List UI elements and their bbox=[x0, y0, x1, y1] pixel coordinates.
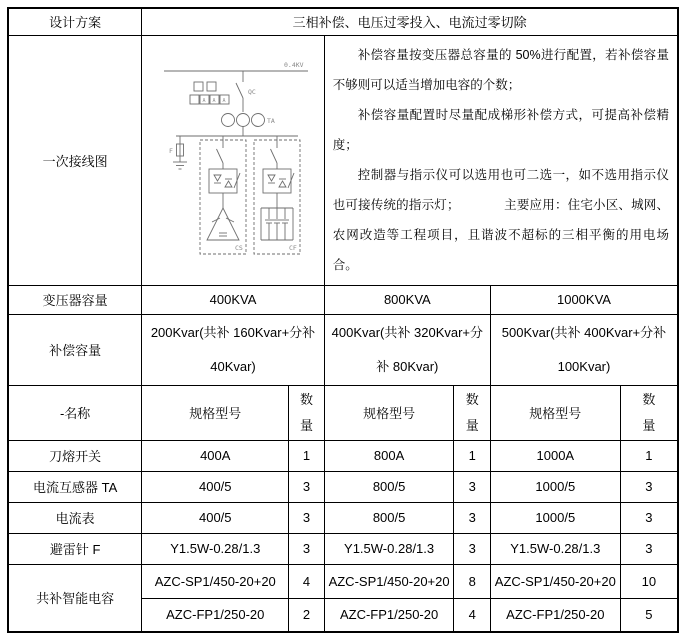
note-paragraph-1: 补偿容量按变压器总容量的 50%进行配置，若补偿容量不够则可以适当增加电容的个数； bbox=[332, 47, 669, 92]
cf-branch-switch-icon bbox=[271, 136, 278, 169]
capacitor-qty: 8 bbox=[454, 564, 490, 598]
equipment-qty: 3 bbox=[289, 471, 324, 502]
compensation-capacity-1: 200Kvar(共补 160Kvar+分补 40Kvar) bbox=[142, 314, 324, 385]
capacitor-spec: AZC-FP1/250-20 bbox=[142, 598, 289, 632]
one-line-diagram-cell bbox=[142, 35, 324, 285]
equipment-qty: 3 bbox=[289, 502, 324, 533]
equipment-name: 电流表 bbox=[8, 502, 142, 533]
equipment-qty: 1 bbox=[620, 440, 678, 471]
compensation-capacity-label: 补偿容量 bbox=[8, 314, 142, 385]
equipment-qty: 3 bbox=[620, 471, 678, 502]
equipment-name: 刀熔开关 bbox=[8, 440, 142, 471]
equipment-qty: 3 bbox=[454, 502, 490, 533]
table-row-knife-fuse-switch bbox=[8, 440, 678, 471]
compensation-capacity-row bbox=[8, 314, 678, 385]
capacitor-spec: AZC-SP1/450-20+20 bbox=[142, 564, 289, 598]
cs-branch-switch-icon bbox=[217, 136, 224, 169]
fuse-label: F bbox=[169, 146, 173, 155]
table-row-smart-capacitor-sp1 bbox=[8, 564, 678, 598]
capacitor-spec: AZC-FP1/250-20 bbox=[324, 598, 454, 632]
table-row-lightning-arrester bbox=[8, 533, 678, 564]
spec-header-row bbox=[8, 385, 678, 440]
design-scheme-label: 设计方案 bbox=[8, 8, 142, 35]
equipment-qty: 3 bbox=[454, 533, 490, 564]
spec-table bbox=[7, 7, 679, 633]
cf-capacitor-bank-icon bbox=[261, 208, 293, 240]
equipment-qty: 3 bbox=[620, 533, 678, 564]
equipment-spec: Y1.5W-0.28/1.3 bbox=[142, 533, 289, 564]
equipment-spec: 1000A bbox=[490, 440, 620, 471]
qc-switch-icon bbox=[236, 71, 243, 112]
equipment-spec: 400/5 bbox=[142, 502, 289, 533]
note-paragraph-2: 补偿容量配置时尽量配成梯形补偿方式，可提高补偿精度； bbox=[332, 107, 669, 152]
ground-icon bbox=[173, 162, 187, 169]
cs-label: CS bbox=[235, 243, 243, 252]
equipment-spec: Y1.5W-0.28/1.3 bbox=[324, 533, 454, 564]
equipment-spec: 400/5 bbox=[142, 471, 289, 502]
equipment-qty: 3 bbox=[289, 533, 324, 564]
cf-label: CF bbox=[289, 243, 297, 252]
header-spec-3: 规格型号 bbox=[490, 385, 620, 440]
equipment-spec: 400A bbox=[142, 440, 289, 471]
capacitor-qty: 4 bbox=[289, 564, 324, 598]
equipment-qty: 1 bbox=[454, 440, 490, 471]
bus-voltage-label: 0.4KV bbox=[284, 60, 304, 69]
header-spec-2: 规格型号 bbox=[324, 385, 454, 440]
design-scheme-value: 三相补偿、电压过零投入、电流过零切除 bbox=[142, 8, 678, 35]
header-qty-2: 数量 bbox=[454, 385, 490, 440]
equipment-spec: 1000/5 bbox=[490, 502, 620, 533]
ammeter-label-1: A bbox=[202, 97, 206, 104]
capacitor-qty: 4 bbox=[454, 598, 490, 632]
ammeter-label-2: A bbox=[212, 97, 216, 104]
transformer-capacity-label: 变压器容量 bbox=[8, 285, 142, 314]
capacitor-name: 共补智能电容 bbox=[8, 564, 142, 632]
table-row-current-transformer bbox=[8, 471, 678, 502]
notes-cell bbox=[324, 35, 678, 285]
capacitor-spec: AZC-FP1/250-20 bbox=[490, 598, 620, 632]
table-row-ammeter bbox=[8, 502, 678, 533]
capacitor-qty: 2 bbox=[289, 598, 324, 632]
capacitor-qty: 5 bbox=[620, 598, 678, 632]
note-paragraph-3: 控制器与指示仪可以选用也可二选一，如不选用指示仪也可接传统的指示灯； 主要应用：住宅小区、城网、农网改造等工程项目，且谐波不超标的三相平衡的用电场合。 bbox=[332, 167, 669, 272]
header-qty-3: 数量 bbox=[620, 385, 678, 440]
equipment-qty: 3 bbox=[620, 502, 678, 533]
header-name: -名称 bbox=[8, 385, 142, 440]
ta-label: TA bbox=[267, 116, 275, 125]
transformer-capacity-row bbox=[8, 285, 678, 314]
transformer-capacity-3: 1000KVA bbox=[490, 285, 678, 314]
ta-ct-icon bbox=[222, 113, 265, 136]
equipment-name: 电流互感器 TA bbox=[8, 471, 142, 502]
compensation-capacity-2: 400Kvar(共补 320Kvar+分补 80Kvar) bbox=[324, 314, 490, 385]
design-scheme-row bbox=[8, 8, 678, 35]
diagram-row bbox=[8, 35, 678, 285]
cs-delta-capacitor-icon bbox=[207, 208, 239, 240]
cs-thyristor-module-icon bbox=[209, 169, 240, 208]
transformer-capacity-1: 400KVA bbox=[142, 285, 324, 314]
equipment-qty: 1 bbox=[289, 440, 324, 471]
equipment-name: 避雷针 F bbox=[8, 533, 142, 564]
diagram-label: 一次接线图 bbox=[8, 35, 142, 285]
capacitor-qty: 10 bbox=[620, 564, 678, 598]
capacitor-spec: AZC-SP1/450-20+20 bbox=[490, 564, 620, 598]
one-line-diagram bbox=[144, 36, 322, 282]
ammeter-label-3: A bbox=[222, 97, 226, 104]
equipment-spec: Y1.5W-0.28/1.3 bbox=[490, 533, 620, 564]
compensation-capacity-3: 500Kvar(共补 400Kvar+分补 100Kvar) bbox=[490, 314, 678, 385]
equipment-spec: 800/5 bbox=[324, 502, 454, 533]
transformer-capacity-2: 800KVA bbox=[324, 285, 490, 314]
header-spec-1: 规格型号 bbox=[142, 385, 289, 440]
equipment-spec: 800A bbox=[324, 440, 454, 471]
qc-switch-label: QC bbox=[248, 87, 256, 96]
equipment-qty: 3 bbox=[454, 471, 490, 502]
cf-thyristor-module-icon bbox=[263, 169, 294, 208]
equipment-spec: 800/5 bbox=[324, 471, 454, 502]
fuse-icon bbox=[177, 136, 184, 162]
capacitor-spec: AZC-SP1/450-20+20 bbox=[324, 564, 454, 598]
equipment-spec: 1000/5 bbox=[490, 471, 620, 502]
header-qty-1: 数量 bbox=[289, 385, 324, 440]
